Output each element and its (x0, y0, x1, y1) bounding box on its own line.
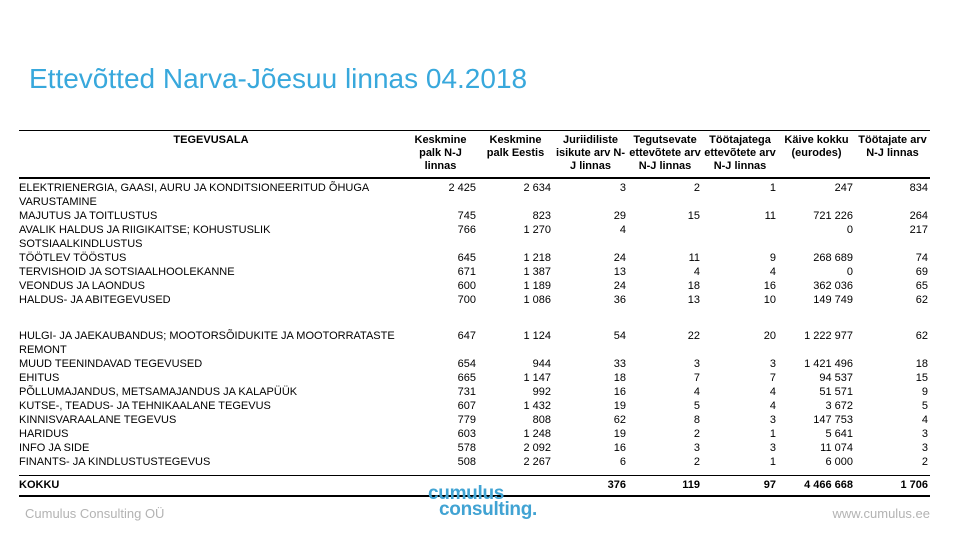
value-cell: 1 189 (523, 280, 551, 292)
row-label-cell: HULGI- JA JAEKAUBANDUS; MOOTORSÕIDUKITE JA MOOTORRATASTE REMONT (19, 330, 395, 356)
value-cell: 13 (687, 294, 700, 306)
value-cell: 18 (613, 372, 626, 384)
value-cell: 62 (915, 294, 928, 306)
value-cell: 8 (693, 414, 700, 426)
value-cell: 3 (921, 428, 928, 440)
header-col-5: Töötajatega ettevõtete arv N-J linnas (702, 131, 778, 179)
value-cell: 1 432 (523, 400, 551, 412)
header-col-2: Keskmine palk Eestis (478, 131, 553, 179)
value-cell: 149 749 (813, 294, 853, 306)
value-cell: 264 (909, 210, 928, 222)
row-label-cell: EHITUS (19, 372, 60, 384)
value-cell: 1 124 (523, 330, 551, 342)
value-cell: 1 218 (523, 252, 551, 264)
value-cell: 7 (769, 372, 776, 384)
footer-company: Cumulus Consulting OÜ (25, 506, 165, 521)
value-cell: 16 (763, 280, 776, 292)
value-cell: 1 248 (523, 428, 551, 440)
value-cell: 268 689 (813, 252, 853, 264)
value-cell (702, 223, 778, 251)
value-cell: 5 641 (825, 428, 853, 440)
value-cell: 0 (846, 266, 853, 278)
value-cell: 1 421 496 (804, 358, 853, 370)
value-cell: 62 (915, 330, 928, 342)
table-row (19, 385, 930, 399)
value-cell: 3 672 (825, 400, 853, 412)
value-cell: 1 387 (523, 266, 551, 278)
header-activity: TEGEVUSALA (19, 131, 403, 179)
value-cell: 247 (834, 182, 853, 194)
value-cell: 7 (693, 372, 700, 384)
companies-table (19, 130, 930, 497)
value-cell: 4 (769, 266, 776, 278)
value-cell: 74 (915, 252, 928, 264)
value-cell: 2 267 (523, 456, 551, 468)
value-cell: 4 (769, 400, 776, 412)
value-cell: 600 (457, 280, 476, 292)
header-col-6: Käive kokku (eurodes) (778, 131, 855, 179)
value-cell: 94 537 (819, 372, 853, 384)
value-cell: 4 (693, 386, 700, 398)
row-label-cell: TERVISHOID JA SOTSIAALHOOLEKANNE (19, 266, 235, 278)
value-cell: 1 270 (523, 224, 551, 236)
value-cell: 119 (628, 476, 702, 497)
row-label-cell: HALDUS- JA ABITEGEVUSED (19, 294, 171, 306)
value-cell: 6 000 (825, 456, 853, 468)
value-cell: 11 (688, 252, 700, 264)
value-cell: 607 (457, 400, 476, 412)
value-cell: 992 (532, 386, 551, 398)
cumulus-logo (428, 483, 538, 520)
value-cell: 1 (769, 456, 776, 468)
row-label-cell: AVALIK HALDUS JA RIIGIKAITSE; KOHUSTUSLIK SOTSIAALKINDLUSTUS (19, 224, 271, 250)
value-cell: 5 (921, 400, 928, 412)
value-cell: 24 (613, 252, 626, 264)
table-header-row (19, 131, 930, 179)
value-cell: 147 753 (813, 414, 853, 426)
value-cell: 0 (846, 224, 853, 236)
row-label-cell: FINANTS- JA KINDLUSTUSTEGEVUS (19, 456, 211, 468)
value-cell: 2 092 (523, 442, 551, 454)
value-cell: 5 (693, 400, 700, 412)
value-cell: 834 (909, 182, 928, 194)
row-label-cell: INFO JA SIDE (19, 442, 90, 454)
header-col-1: Keskmine palk N-J linnas (403, 131, 478, 179)
value-cell: 13 (613, 266, 626, 278)
value-cell: 779 (457, 414, 476, 426)
value-cell: 20 (763, 330, 776, 342)
value-cell: 6 (619, 456, 626, 468)
value-cell: 3 (769, 414, 776, 426)
value-cell: 745 (457, 210, 476, 222)
value-cell: 33 (613, 358, 626, 370)
logo-line1: cumulus (428, 483, 505, 504)
table-row (19, 265, 930, 279)
value-cell: 766 (457, 224, 476, 236)
value-cell: 654 (457, 358, 476, 370)
table-row (19, 455, 930, 469)
value-cell: 4 (693, 266, 700, 278)
spacer-row (19, 307, 930, 329)
value-cell: 19 (613, 428, 626, 440)
value-cell: 665 (457, 372, 476, 384)
value-cell: 15 (687, 210, 700, 222)
value-cell: 823 (532, 210, 551, 222)
value-cell: 24 (613, 280, 626, 292)
logo-line2: consulting. (439, 499, 538, 520)
value-cell: 3 (693, 442, 700, 454)
table-row (19, 178, 930, 209)
spacer-cell (19, 307, 930, 329)
value-cell: 19 (613, 400, 626, 412)
table-row (19, 251, 930, 265)
table-row (19, 427, 930, 441)
value-cell: 69 (915, 266, 928, 278)
value-cell: 54 (613, 330, 626, 342)
header-col-7: Töötajate arv N-J linnas (855, 131, 930, 179)
table-row (19, 223, 930, 251)
value-cell: 217 (909, 224, 928, 236)
value-cell: 4 (921, 414, 928, 426)
value-cell: 944 (532, 358, 551, 370)
value-cell: 11 074 (820, 442, 853, 454)
row-label-cell: HARIDUS (19, 428, 69, 440)
row-label-cell: PÕLLUMAJANDUS, METSAMAJANDUS JA KALAPÜÜK (19, 386, 298, 398)
value-cell: 2 (693, 428, 700, 440)
value-cell: 1 (769, 182, 776, 194)
value-cell: 1 (769, 428, 776, 440)
table-row (19, 279, 930, 293)
table-row (19, 209, 930, 223)
value-cell: 10 (763, 294, 776, 306)
value-cell: 3 (769, 442, 776, 454)
table-row (19, 293, 930, 307)
footer-url: www.cumulus.ee (832, 506, 930, 521)
value-cell: 4 (769, 386, 776, 398)
value-cell: 376 (553, 476, 628, 497)
table-row (19, 357, 930, 371)
header-col-3: Juriidiliste isikute arv N-J linnas (553, 131, 628, 179)
table-row (19, 399, 930, 413)
value-cell: 62 (613, 414, 626, 426)
table-row (19, 329, 930, 357)
row-label-cell: VEONDUS JA LAONDUS (19, 280, 145, 292)
page-title: Ettevõtted Narva-Jõesuu linnas 04.2018 (29, 63, 528, 94)
row-label-cell: KUTSE-, TEADUS- JA TEHNIKAALANE TEGEVUS (19, 400, 271, 412)
value-cell: 4 (619, 224, 626, 236)
value-cell: 16 (613, 442, 626, 454)
value-cell: 1 147 (523, 372, 551, 384)
value-cell: 2 425 (448, 182, 476, 194)
value-cell: 9 (769, 252, 776, 264)
row-label-cell: KINNISVARAALANE TEGEVUS (19, 414, 177, 426)
value-cell: 65 (915, 280, 928, 292)
value-cell: 3 (769, 358, 776, 370)
value-cell: 97 (702, 476, 778, 497)
value-cell: 731 (457, 386, 476, 398)
value-cell: 22 (687, 330, 700, 342)
value-cell: 51 571 (819, 386, 853, 398)
row-label-cell: MUUD TEENINDAVAD TEGEVUSED (19, 358, 203, 370)
row-label-cell: TÖÖTLEV TÖÖSTUS (19, 252, 127, 264)
value-cell: 647 (457, 330, 476, 342)
value-cell: 2 (693, 456, 700, 468)
row-label-cell: MAJUTUS JA TOITLUSTUS (19, 210, 158, 222)
value-cell: 9 (921, 386, 928, 398)
value-cell: 29 (613, 210, 626, 222)
value-cell: 15 (915, 372, 928, 384)
value-cell: 3 (921, 442, 928, 454)
value-cell: 2 634 (523, 182, 551, 194)
header-col-4: Tegutsevate ettevõtete arv N-J linnas (628, 131, 702, 179)
value-cell: 1 222 977 (804, 330, 853, 342)
value-cell: 578 (457, 442, 476, 454)
value-cell (628, 223, 702, 251)
value-cell: 700 (457, 294, 476, 306)
value-cell: 16 (613, 386, 626, 398)
value-cell: 4 466 668 (778, 476, 855, 497)
value-cell: 11 (764, 210, 776, 222)
table-row (19, 413, 930, 427)
value-cell: 508 (457, 456, 476, 468)
value-cell: 362 036 (813, 280, 853, 292)
table-row (19, 441, 930, 455)
value-cell: 808 (532, 414, 551, 426)
value-cell: 2 (693, 182, 700, 194)
value-cell: 1 086 (523, 294, 551, 306)
row-label-cell: ELEKTRIENERGIA, GAASI, AURU JA KONDITSIONEERITUD ÕHUGA VARUSTAMINE (19, 182, 369, 208)
value-cell: 3 (693, 358, 700, 370)
value-cell: 36 (613, 294, 626, 306)
value-cell: 671 (457, 266, 476, 278)
value-cell: 603 (457, 428, 476, 440)
value-cell: 3 (619, 182, 626, 194)
value-cell: 1 706 (855, 476, 930, 497)
value-cell: 18 (915, 358, 928, 370)
row-label-cell: KOKKU (19, 476, 403, 497)
value-cell: 645 (457, 252, 476, 264)
value-cell: 18 (687, 280, 700, 292)
value-cell: 2 (921, 456, 928, 468)
value-cell: 721 226 (813, 210, 853, 222)
table-row (19, 371, 930, 385)
